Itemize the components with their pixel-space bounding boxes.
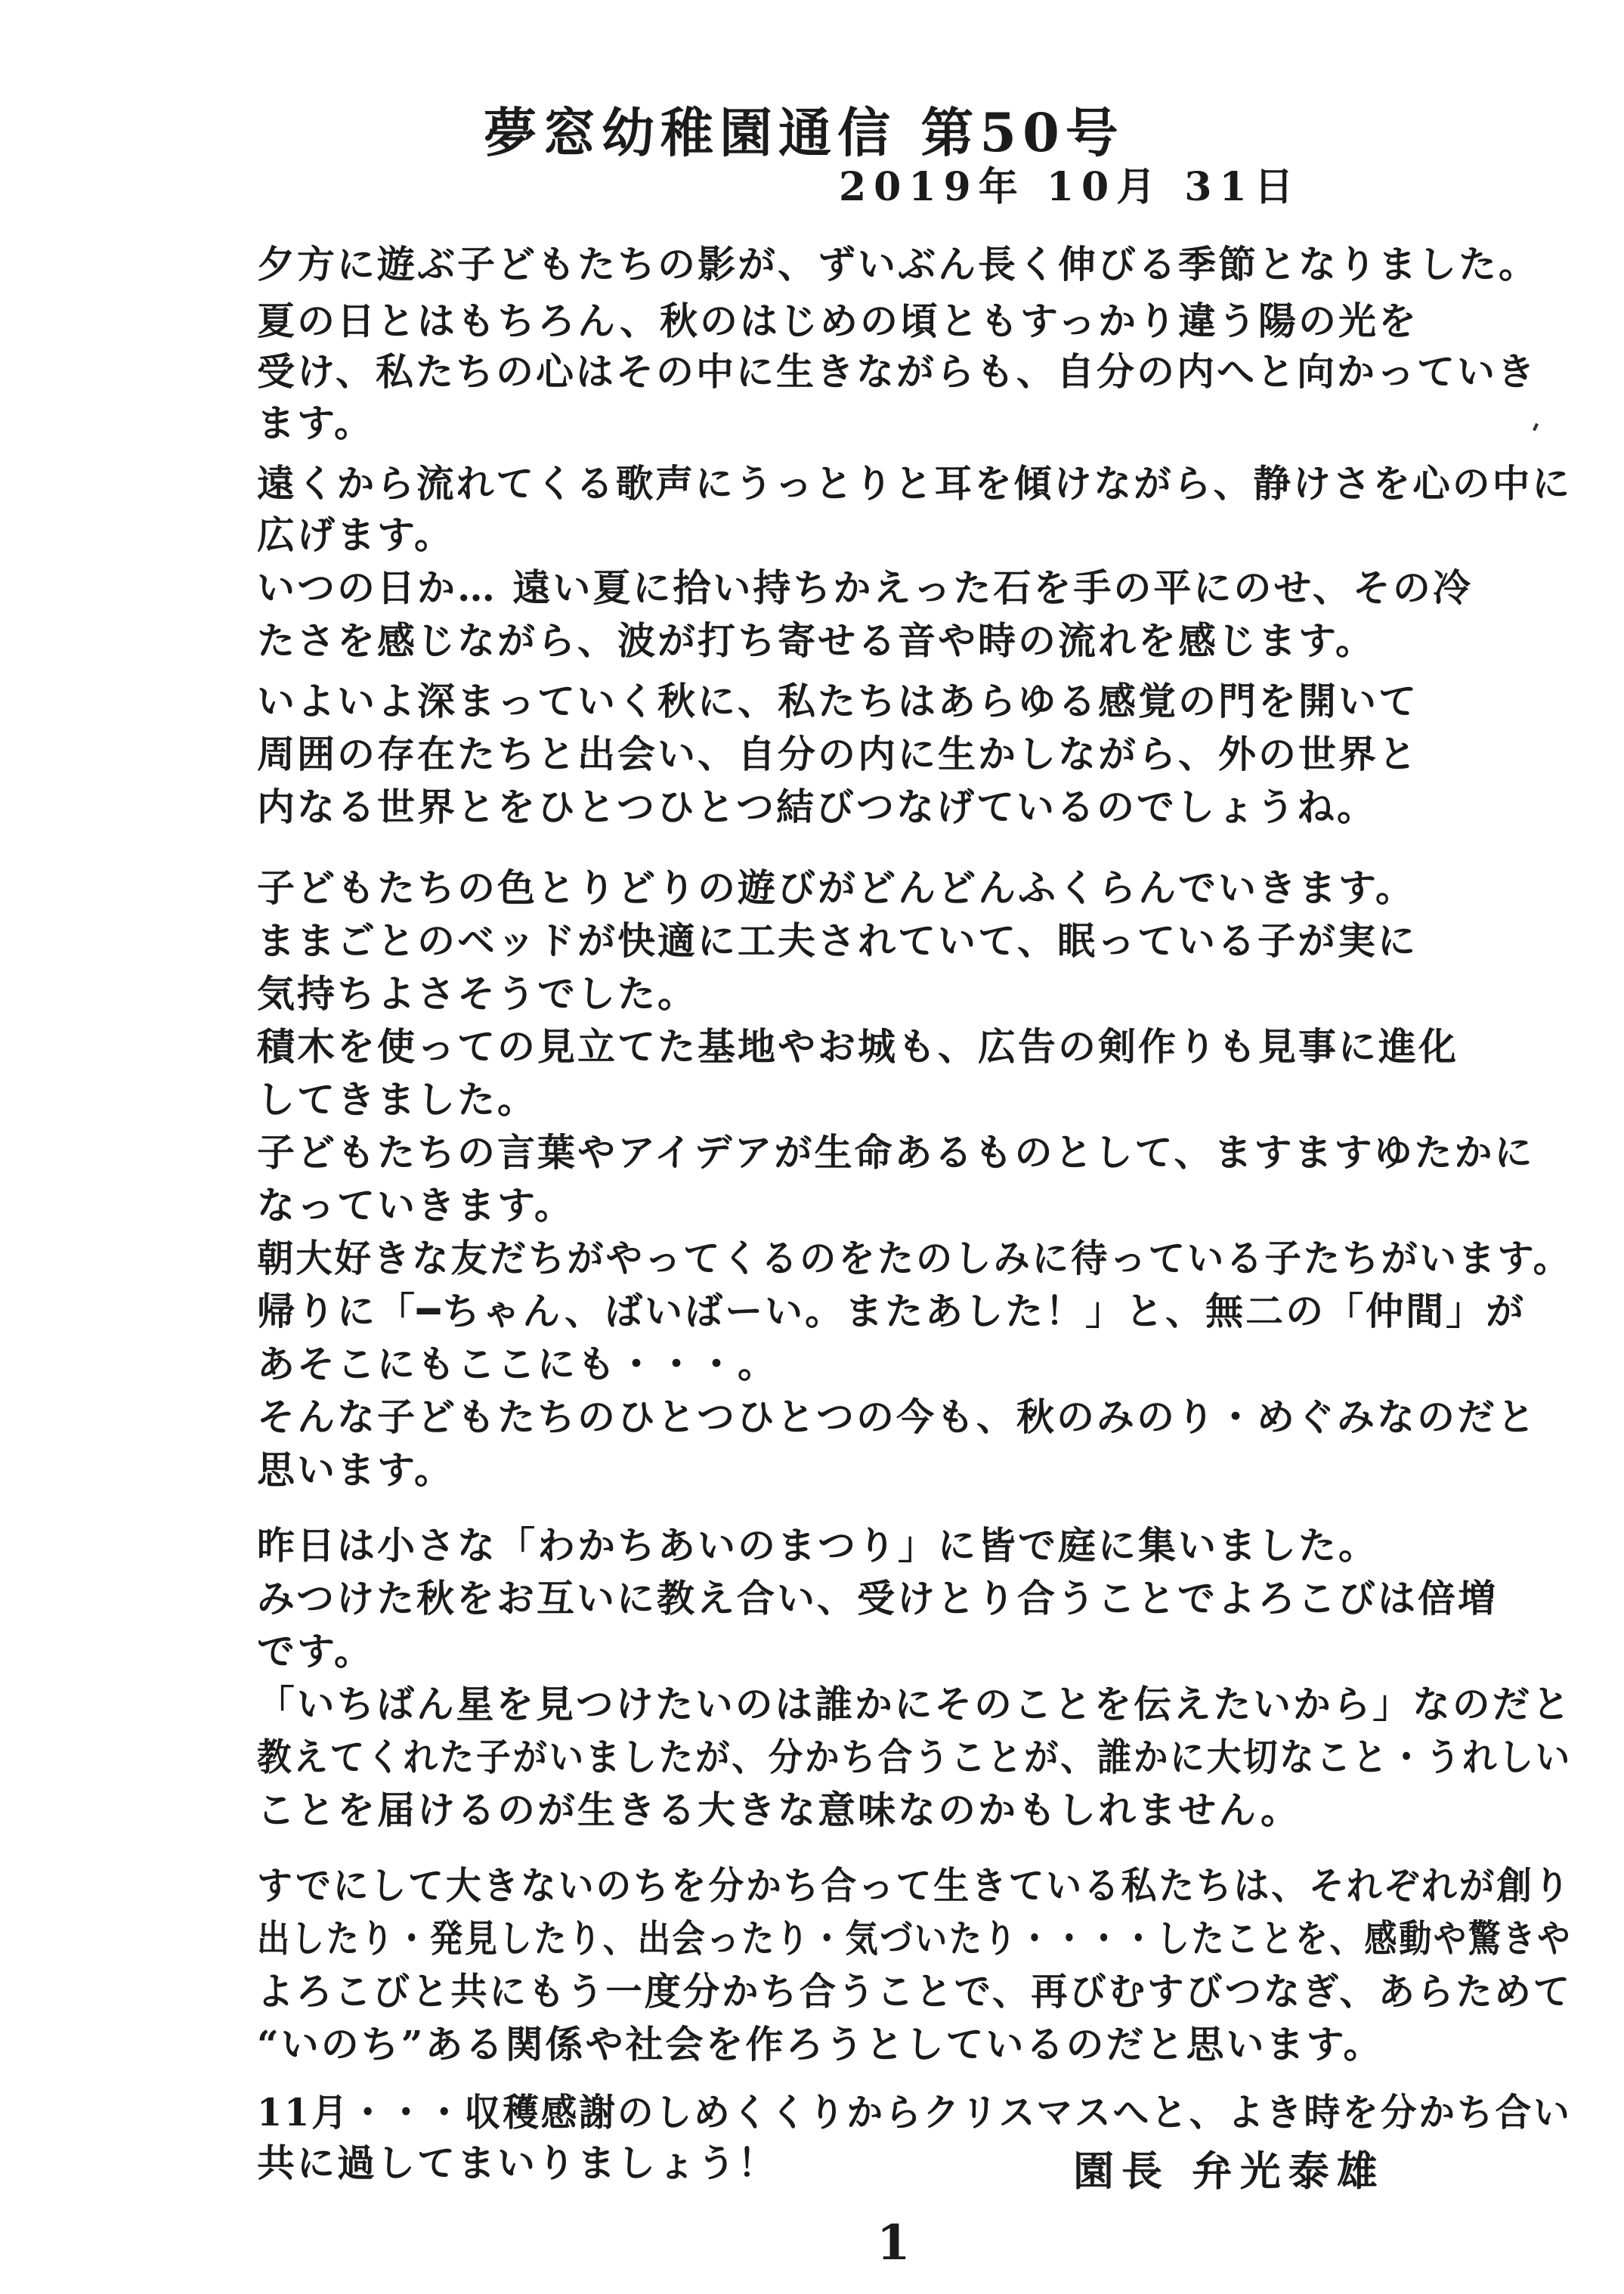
body-line: ことを届けるのが生きる大きな意味なのかもしれません。 [257, 1788, 1301, 1832]
newsletter-title: 夢窓幼稚園通信 第50号 [484, 101, 1124, 164]
scan-speck [1533, 423, 1539, 432]
body-line: 気持ちよさそうでした。 [257, 971, 698, 1016]
body-line: 子どもたちの言葉やアイデアが生命あるものとして、ますますゆたかに [257, 1130, 1535, 1175]
body-line: 昨日は小さな「わかちあいのまつり」に皆で庭に集いました。 [257, 1523, 1378, 1568]
body-line: 朝大好きな友だちがやってくるのをたのしみに待っている子たちがいます。 [257, 1236, 1572, 1280]
body-line: 「いちばん星を見つけたいのは誰かにそのことを伝えたいから」なのだと [257, 1682, 1573, 1726]
body-line: 積木を使っての見立てた基地やお城も、広告の剣作りも見事に進化 [257, 1024, 1459, 1069]
body-line: 内なる世界とをひとつひとつ結びつなげているのでしょうね。 [257, 785, 1377, 829]
body-line: です。 [257, 1629, 374, 1673]
body-line: あそこにもここにも・・・。 [257, 1342, 778, 1386]
body-line: してきました。 [257, 1077, 537, 1122]
body-line: たさを感じながら、波が打ち寄せる音や時の流れを感じます。 [257, 618, 1375, 663]
body-line: 出したり・発見したり、出会ったり・気づいたり・・・・したことを、感動や驚きや [257, 1916, 1573, 1961]
body-line: 夕方に遊ぶ子どもたちの影が、ずいぶん長く伸びる季節となりました。 [257, 242, 1539, 286]
body-line: 子どもたちの色とりどりの遊びがどんどんふくらんでいきます。 [257, 865, 1415, 910]
body-line: “いのち”ある関係や社会を作ろうとしているのだと思います。 [257, 2022, 1384, 2066]
body-line: みつけた秋をお互いに教え合い、受けとり合うことでよろこびは倍増 [257, 1576, 1498, 1621]
body-line: 遠くから流れてくる歌声にうっとりと耳を傾けながら、静けさを心の中に [257, 461, 1573, 506]
page-number: 1 [877, 2215, 912, 2271]
body-line: 周囲の存在たちと出会い、自分の内に生かしながら、外の世界と [257, 732, 1418, 776]
body-line: いよいよ深まっていく秋に、私たちはあらゆる感覚の門を開いて [257, 679, 1418, 723]
newsletter-date: 2019年 10月 31日 [839, 164, 1301, 210]
body-line: 受け、私たちの心はその中に生きながらも、自分の内へと向かっていき [257, 349, 1537, 394]
body-line: なっていきます。 [257, 1183, 574, 1227]
body-line: そんな子どもたちのひとつひとつの今も、秋のみのり・めぐみなのだと [257, 1395, 1537, 1439]
body-line: 11月・・・収穫感謝のしめくくりからクリスマスへと、よき時を分かち合い [257, 2090, 1572, 2135]
body-line: 共に過してまいりましょう！ [257, 2141, 778, 2185]
body-line: 教えてくれた子がいましたが、分かち合うことが、誰かに大切なこと・うれしい [257, 1735, 1572, 1779]
body-line: よろこびと共にもう一度分かち合うことで、再びむすびつなぎ、あらためて [257, 1969, 1572, 2014]
body-line: すでにして大きないのちを分かち合って生きている私たちは、それぞれが創り [257, 1863, 1572, 1908]
body-line: ます。 [257, 401, 374, 445]
body-line: 広げます。 [257, 512, 454, 557]
principal-signature: 園長 弁光泰雄 [1073, 2147, 1385, 2195]
body-line: ままごとのベッドが快適に工夫されていて、眠っている子が実に [257, 918, 1418, 963]
body-line: いつの日か… 遠い夏に拾い持ちかえった石を手の平にのせ、その冷 [257, 565, 1473, 610]
body-line: 帰りに「━ちゃん、ばいばーい。またあした！」と、無二の「仲間」が [257, 1289, 1527, 1333]
body-line: 夏の日とはもちろん、秋のはじめの頃ともすっかり違う陽の光を [257, 299, 1418, 343]
body-line: 思います。 [257, 1447, 454, 1492]
